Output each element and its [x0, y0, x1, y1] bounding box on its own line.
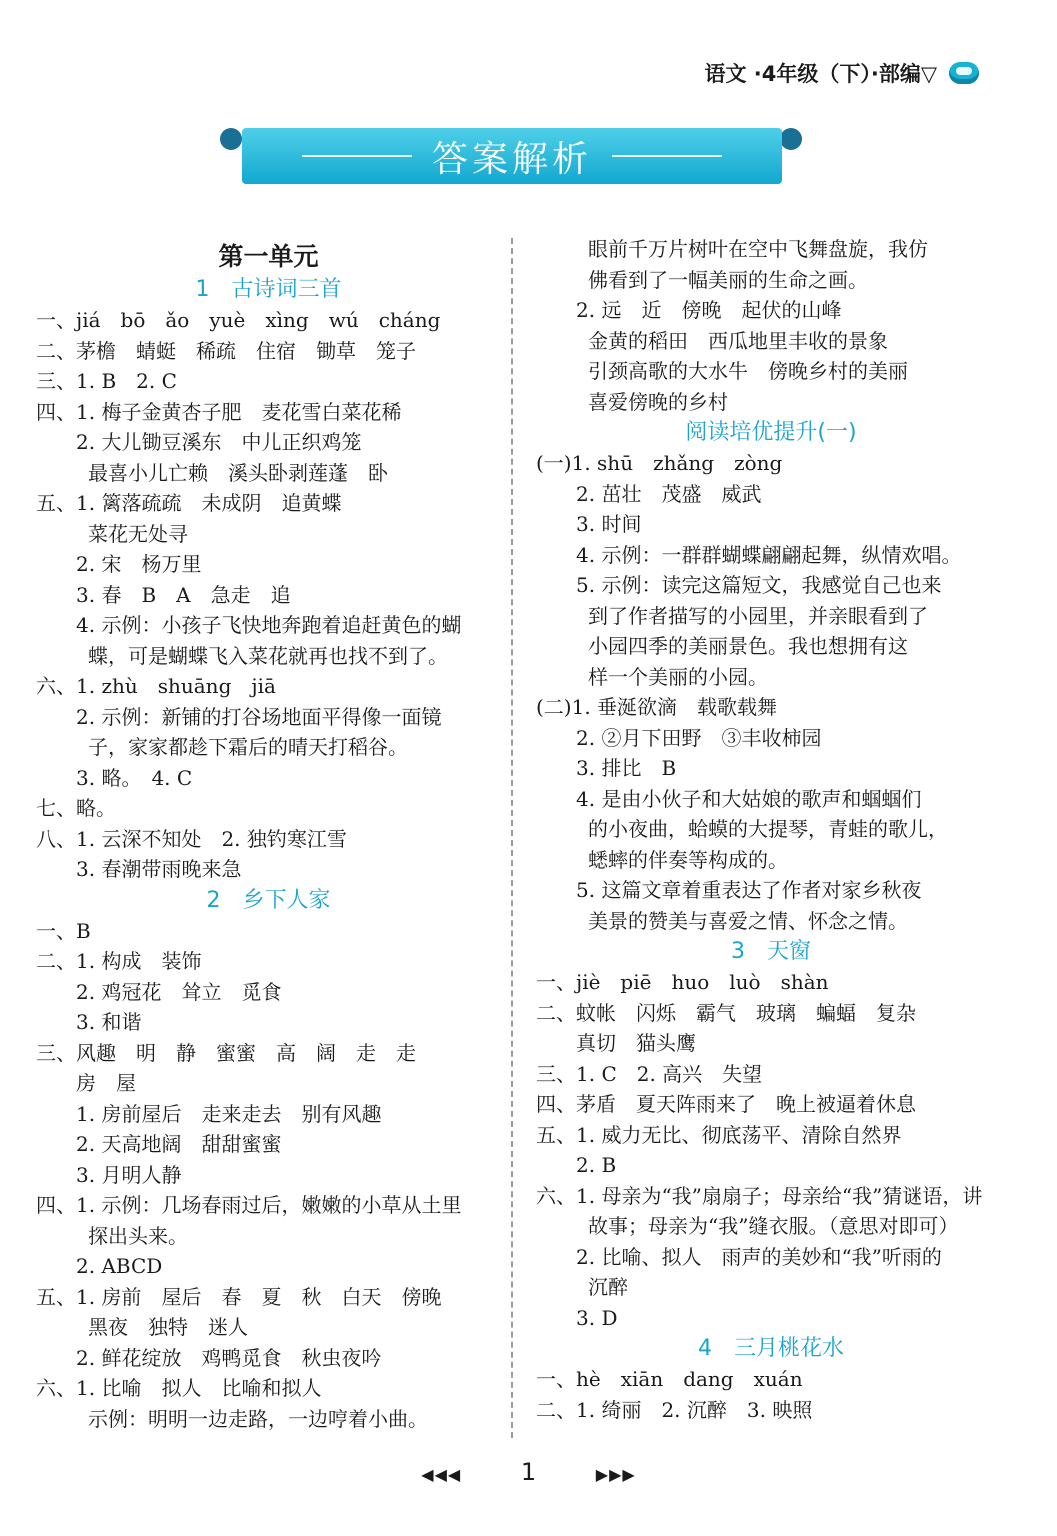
header-subject	[704, 58, 979, 88]
answer-line: 五、1. 威力无比、彻底荡平、清除自然界	[536, 1122, 902, 1147]
lesson-title: 4 三月桃花水	[698, 1336, 844, 1361]
answer-line: 3. D	[576, 1305, 618, 1330]
answer-line: 2. ②月下田野 ③丰收柿园	[576, 725, 822, 750]
answer-line: 3. 春 B A 急走 追	[76, 582, 291, 607]
page-footer	[0, 1458, 1057, 1486]
answer-line: 二、1. 绮丽 2. 沉醉 3. 映照	[536, 1397, 813, 1422]
answer-line: 2. 远 近 傍晚 起伏的山峰	[576, 298, 842, 322]
answer-line: 一、B	[36, 918, 91, 943]
banner-dash-right	[612, 155, 722, 157]
answer-line: 六、1. zhù shuāng jiā	[36, 674, 276, 698]
lesson-title: 2 乡下人家	[206, 887, 331, 913]
answer-line: 3. 月明人静	[76, 1162, 182, 1187]
answer-line: 3. 排比 B	[576, 756, 677, 780]
answer-line: 示例：明明一边走路，一边哼着小曲。	[88, 1406, 428, 1431]
answer-line: 3. 春潮带雨晚来急	[76, 857, 242, 881]
answer-line: 眼前千万片树叶在空中飞舞盘旋，我仿	[588, 237, 928, 261]
book-icon	[949, 62, 979, 84]
answer-line: 蝶，可是蝴蝶飞入菜花就再也找不到了。	[88, 643, 448, 668]
answer-line: 1. 房前屋后 走来走去 别有风趣	[76, 1101, 382, 1126]
answer-line: 2. 比喻、拟人 雨声的美妙和“我”听雨的	[576, 1244, 942, 1269]
answer-line: 五、1. 房前 屋后 春 夏 秋 白天 傍晚	[36, 1284, 442, 1309]
answer-line: 一、jiè piē huo luò shàn	[536, 970, 829, 994]
banner-dash-left	[302, 155, 412, 157]
answer-line: 3. 略。 4. C	[76, 765, 193, 790]
answer-line: 3. 时间	[576, 512, 642, 536]
answer-line: 子，家家都趁下霜后的晴天打稻谷。	[88, 735, 408, 759]
column-divider	[511, 238, 513, 1438]
answer-line: 一、hè xiān dang xuán	[536, 1367, 803, 1391]
lesson-title: 3 天窗	[731, 939, 811, 964]
answer-line: 故事；母亲为“我”缝衣服。（意思对即可）	[588, 1214, 959, 1238]
answer-line: 真切 猫头鹰	[576, 1031, 696, 1055]
answer-line: 三、1. B 2. C	[36, 369, 177, 393]
answer-line: (一)1. shū zhǎng zòng	[536, 451, 783, 475]
answer-line: 四、1. 梅子金黄杏子肥 麦花雪白菜花稀	[36, 399, 402, 424]
answer-line: 4. 是由小伙子和大姑娘的歌声和蝈蝈们	[576, 786, 922, 811]
answer-line: 2. 天高地阔 甜甜蜜蜜	[76, 1132, 282, 1156]
answer-line: 2. 示例：新铺的打谷场地面平得像一面镜	[76, 704, 442, 729]
answer-line: 六、1. 比喻 拟人 比喻和拟人	[36, 1376, 322, 1400]
answer-line: 菜花无处寻	[88, 521, 188, 546]
banner-curl-right	[780, 128, 802, 150]
answer-line: 喜爱傍晚的乡村	[588, 389, 728, 414]
answer-line: (二)1. 垂涎欲滴 载歌载舞	[536, 695, 778, 719]
answer-line: 美景的赞美与喜爱之情、怀念之情。	[588, 908, 908, 933]
answer-line: 5. 这篇文章着重表达了作者对家乡秋夜	[576, 878, 922, 902]
answer-line: 引颈高歌的大水牛 傍晚乡村的美丽	[588, 359, 908, 383]
answer-line: 2. 宋 杨万里	[76, 552, 202, 576]
answer-banner	[242, 128, 782, 184]
answer-line: 2. ABCD	[76, 1254, 163, 1278]
answer-line: 2. 鸡冠花 耸立 觅食	[76, 979, 282, 1004]
answer-line: 二、1. 构成 装饰	[36, 949, 202, 973]
lesson-title: 1 古诗词三首	[195, 277, 342, 302]
answer-line: 的小夜曲，蛤蟆的大提琴，青蛙的歌儿，	[588, 817, 948, 841]
answer-line: 2. B	[576, 1153, 617, 1177]
answer-line: 2. 鲜花绽放 鸡鸭觅食 秋虫夜吟	[76, 1345, 382, 1370]
answer-line: 七、略。	[36, 796, 116, 820]
header-text: 语文 ·4年级（下）·部编▽	[704, 62, 937, 86]
answer-line: 四、1. 示例：几场春雨过后，嫩嫩的小草从土里	[36, 1193, 462, 1217]
answer-line: 4. 示例：小孩子飞快地奔跑着追赶黄色的蝴	[76, 613, 462, 637]
answer-line: 五、1. 篱落疏疏 未成阴 追黄蝶	[36, 491, 342, 515]
answer-line: 到了作者描写的小园里，并亲眼看到了	[588, 603, 928, 628]
answer-line: 5. 示例：读完这篇短文，我感觉自己也来	[576, 573, 942, 597]
answer-line: 一、jiá bō ǎo yuè xìng wú cháng	[36, 308, 441, 332]
answer-line: 样一个美丽的小园。	[588, 664, 768, 689]
answer-line: 二、蚊帐 闪烁 霸气 玻璃 蝙蝠 复杂	[536, 1000, 916, 1025]
left-column	[36, 236, 501, 1434]
answer-line: 八、1. 云深不知处 2. 独钓寒江雪	[36, 826, 347, 851]
answer-line: 3. 和谐	[76, 1010, 142, 1034]
banner-title: 答案解析	[431, 138, 592, 180]
answer-line: 4. 示例：一群群蝴蝶翩翩起舞，纵情欢唱。	[576, 542, 962, 567]
answer-line: 房 屋	[76, 1071, 136, 1095]
answer-line: 沉醉	[588, 1275, 628, 1299]
answer-line: 佛看到了一幅美丽的生命之画。	[588, 267, 868, 292]
page-number: 1	[520, 1458, 537, 1486]
answer-line: 蟋蟀的伴奏等构成的。	[588, 847, 788, 872]
lesson-title: 阅读培优提升(一)	[685, 420, 857, 445]
next-arrows-icon: ▶▶▶	[595, 1465, 636, 1484]
prev-arrows-icon: ◀◀◀	[421, 1465, 462, 1484]
answer-line: 小园四季的美丽景色。我也想拥有这	[588, 634, 908, 658]
answer-line: 四、茅盾 夏天阵雨来了 晚上被逼着休息	[536, 1092, 916, 1116]
right-column	[536, 234, 1006, 1425]
answer-line: 六、1. 母亲为“我”扇扇子；母亲给“我”猜谜语，讲	[536, 1183, 983, 1208]
answer-line: 三、风趣 明 静 蜜蜜 高 阔 走 走	[36, 1040, 416, 1065]
answer-line: 金黄的稻田 西瓜地里丰收的景象	[588, 328, 888, 353]
answer-line: 黑夜 独特 迷人	[88, 1315, 248, 1339]
banner-curl-left	[220, 128, 242, 150]
answer-line: 2. 大儿锄豆溪东 中儿正织鸡笼	[76, 430, 362, 454]
answer-line: 探出头来。	[88, 1223, 188, 1248]
answer-line: 最喜小儿亡赖 溪头卧剥莲蓬 卧	[88, 460, 388, 485]
unit-title: 第一单元	[218, 242, 319, 271]
answer-line: 三、1. C 2. 高兴 失望	[536, 1061, 763, 1086]
answer-line: 2. 茁壮 茂盛 威武	[576, 481, 762, 506]
answer-line: 二、茅檐 蜻蜓 稀疏 住宿 锄草 笼子	[36, 338, 416, 363]
